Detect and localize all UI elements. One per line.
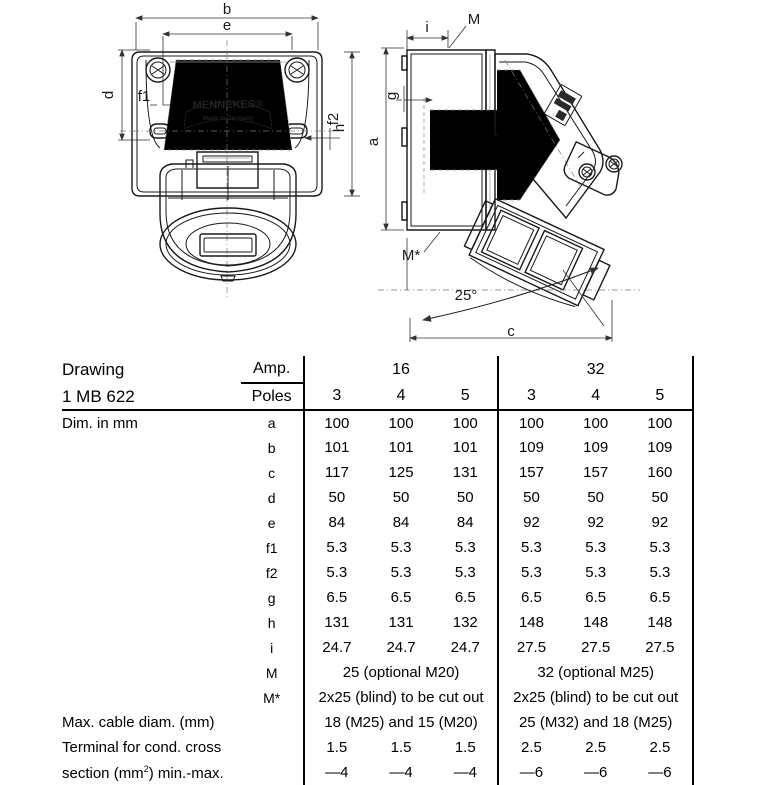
spacer-cell	[62, 435, 241, 460]
cell-term2-32-3: —6	[498, 760, 563, 785]
cell-i-16-5: 24.7	[450, 639, 480, 656]
table-row-d	[62, 485, 693, 510]
poles-32-3: 3	[498, 383, 563, 410]
terminal-label-line1: Terminal for cond. cross	[62, 739, 222, 756]
spacer-cell	[62, 510, 241, 535]
cell-h-16-5: 132	[452, 614, 478, 631]
cell-a-16-4: 100	[388, 414, 414, 432]
cell-b-32-4: 109	[583, 439, 609, 456]
cell-c-16-3: 117	[304, 460, 369, 485]
cell-f2-32-4: 5.3	[585, 564, 607, 581]
table-row-a	[62, 410, 693, 435]
cell-f1-32-4: 5.3	[585, 539, 607, 556]
table-row-f2	[62, 560, 693, 585]
cell-M-star-32: 2x25 (blind) to be cut out	[498, 685, 693, 710]
spacer-cell	[241, 710, 304, 735]
table-row-terminal-1	[62, 735, 693, 760]
cell-a-16-3: 100	[304, 410, 369, 435]
spacer-cell	[62, 560, 241, 585]
cell-f1-16-5: 5.3	[454, 539, 476, 556]
spacer-cell	[62, 535, 241, 560]
cell-b-32-5: 109	[628, 435, 693, 460]
cell-g-32-5: 6.5	[628, 585, 693, 610]
terminal-label-post: ) min.-max.	[148, 764, 224, 782]
cell-e-32-5: 92	[628, 510, 693, 535]
cell-term1-32-5: 2.5	[628, 735, 693, 760]
cell-a-32-4: 100	[583, 414, 609, 432]
cell-term2-16-5: —4	[453, 764, 477, 781]
cell-term1-32-3: 2.5	[498, 735, 563, 760]
cell-d-32-5: 50	[628, 485, 693, 510]
angle-label-25-degrees: 25°	[454, 287, 478, 304]
cell-f1-32-5: 5.3	[628, 535, 693, 560]
drawings-svg	[0, 0, 762, 348]
terminal-label-line2	[62, 760, 241, 785]
table-header-poles-row	[62, 383, 693, 410]
spacer-cell	[62, 610, 241, 635]
cell-i-16-3: 24.7	[304, 635, 369, 660]
cell-e-16-4: 84	[392, 514, 410, 531]
row-symbol-f1: f1	[265, 539, 278, 556]
row-symbol-d: d	[267, 489, 276, 506]
cell-term2-32-4: —6	[583, 764, 608, 781]
dim-in-mm-label: Dim. in mm	[62, 414, 138, 432]
row-symbol-g: g	[267, 589, 276, 606]
cell-h-32-4: 148	[583, 614, 609, 631]
table-row-terminal-2	[62, 760, 693, 785]
row-symbol-f2: f2	[265, 564, 278, 581]
poles-32-4: 4	[564, 383, 628, 410]
row-symbol-M: M	[265, 664, 278, 681]
cell-h-32-3: 148	[498, 610, 563, 635]
cell-b-16-3: 101	[304, 435, 369, 460]
cell-h-16-4: 131	[388, 614, 414, 631]
cell-c-32-3: 157	[498, 460, 563, 485]
table-row-e	[62, 510, 693, 535]
amp-group-32: 32	[498, 356, 693, 383]
left-view-drawing	[118, 18, 340, 300]
cell-e-16-5: 84	[456, 514, 474, 531]
cell-a-32-5: 100	[628, 410, 693, 435]
cell-f1-16-4: 5.3	[390, 539, 412, 556]
cell-cable-32: 25 (M32) and 18 (M25)	[498, 710, 693, 735]
row-symbol-c: c	[268, 464, 276, 481]
row-symbol-e: e	[267, 514, 276, 531]
cell-i-16-4: 24.7	[386, 639, 416, 656]
cell-i-32-5: 27.5	[628, 635, 693, 660]
cell-f1-32-3: 5.3	[498, 535, 563, 560]
row-symbol-h: h	[267, 614, 276, 631]
cell-g-16-5: 6.5	[454, 589, 476, 606]
cell-i-32-3: 27.5	[498, 635, 563, 660]
drawing-title-line2: 1 MB 622	[62, 383, 241, 410]
table-row-max-cable-diam	[62, 710, 693, 735]
cell-f2-32-3: 5.3	[498, 560, 563, 585]
technical-drawings	[0, 0, 762, 348]
cell-c-32-4: 157	[583, 464, 609, 481]
dim-label-d: d	[100, 90, 117, 100]
svg-text:Made in Germany: Made in Germany	[202, 116, 254, 122]
cell-d-16-5: 50	[456, 489, 474, 506]
svg-text:MENNEKES®: MENNEKES®	[192, 98, 264, 112]
spacer-cell	[62, 685, 241, 710]
cell-b-16-4: 101	[388, 439, 414, 456]
cell-term1-16-5: 1.5	[454, 739, 476, 756]
cell-d-32-3: 50	[498, 485, 563, 510]
dim-label-h: h	[331, 123, 348, 133]
cell-f2-32-5: 5.3	[628, 560, 693, 585]
table-row-c	[62, 460, 693, 485]
amp-group-16: 16	[304, 356, 499, 383]
row-symbol-b: b	[267, 439, 276, 456]
right-view-drawing	[344, 26, 640, 342]
dim-label-f2: f2	[325, 112, 342, 126]
cell-g-32-4: 6.5	[585, 589, 607, 606]
amp-label: Amp.	[241, 356, 304, 383]
spacer-cell	[62, 460, 241, 485]
cell-a-16-5: 100	[452, 414, 478, 432]
cell-d-16-4: 50	[392, 489, 410, 506]
row-symbol-i: i	[270, 639, 274, 656]
cell-e-32-4: 92	[587, 514, 604, 531]
cell-i-32-4: 27.5	[581, 639, 611, 656]
poles-32-5: 5	[628, 383, 693, 410]
spacer-cell	[62, 660, 241, 685]
dim-label-c: c	[507, 323, 515, 340]
spacer-cell	[241, 760, 304, 785]
cell-a-32-3: 100	[498, 410, 563, 435]
cell-M-16: 25 (optional M20)	[304, 660, 499, 685]
terminal-label-pre: section (mm	[62, 764, 144, 782]
table-row-M	[62, 660, 693, 685]
dim-label-b: b	[222, 1, 232, 18]
specification-table	[62, 356, 694, 785]
spacer-cell	[62, 585, 241, 610]
cell-g-32-3: 6.5	[498, 585, 563, 610]
table-row-f1	[62, 535, 693, 560]
cell-c-32-5: 160	[628, 460, 693, 485]
cell-M-32: 32 (optional M25)	[498, 660, 693, 685]
cell-d-16-3: 50	[304, 485, 369, 510]
dim-label-a: a	[365, 137, 382, 147]
max-cable-diam-label: Max. cable diam. (mm)	[62, 714, 215, 731]
cell-term2-16-4: —4	[389, 764, 413, 781]
row-symbol-a: a	[267, 415, 276, 431]
spacer-cell	[241, 735, 304, 760]
cell-b-32-3: 109	[498, 435, 563, 460]
table-row-g	[62, 585, 693, 610]
cell-g-16-4: 6.5	[390, 589, 412, 606]
spacer-cell	[62, 635, 241, 660]
cell-f2-16-3: 5.3	[304, 560, 369, 585]
cell-cable-16: 18 (M25) and 15 (M20)	[304, 710, 499, 735]
cell-d-32-4: 50	[587, 489, 604, 506]
row-symbol-M-star: M*	[263, 689, 281, 706]
cell-g-16-3: 6.5	[304, 585, 369, 610]
table-row-b	[62, 435, 693, 460]
cell-e-32-3: 92	[498, 510, 563, 535]
dim-label-M: M	[467, 11, 481, 28]
spacer-cell	[62, 485, 241, 510]
dim-label-f1: f1	[137, 88, 151, 105]
specification-table-wrapper	[62, 356, 694, 785]
cell-term1-16-4: 1.5	[390, 739, 412, 756]
table-header-amp-row	[62, 356, 693, 383]
cell-term1-32-4: 2.5	[585, 739, 607, 756]
cell-term2-16-3: —4	[304, 760, 369, 785]
table-row-i	[62, 635, 693, 660]
cell-f2-16-5: 5.3	[454, 564, 476, 581]
dim-label-e: e	[222, 17, 232, 34]
cell-M-star-16: 2x25 (blind) to be cut out	[304, 685, 499, 710]
cell-c-16-5: 131	[452, 464, 478, 481]
cell-f1-16-3: 5.3	[304, 535, 369, 560]
cell-c-16-4: 125	[388, 464, 414, 481]
cell-term1-16-3: 1.5	[304, 735, 369, 760]
cell-e-16-3: 84	[304, 510, 369, 535]
cell-h-32-5: 148	[628, 610, 693, 635]
terminal-label-superscript: 2	[143, 763, 149, 774]
dim-label-g: g	[383, 91, 400, 101]
table-row-M-star	[62, 685, 693, 710]
poles-16-5: 5	[433, 383, 498, 410]
dim-label-M-star: M*	[401, 247, 421, 264]
poles-16-4: 4	[369, 383, 433, 410]
table-row-h	[62, 610, 693, 635]
cell-h-16-3: 131	[304, 610, 369, 635]
poles-label: Poles	[241, 383, 304, 410]
poles-16-3: 3	[304, 383, 369, 410]
dim-label-i: i	[425, 19, 429, 36]
cell-term2-32-5: —6	[628, 760, 693, 785]
drawing-title-line1: Drawing	[62, 360, 125, 379]
cell-f2-16-4: 5.3	[390, 564, 412, 581]
cell-b-16-5: 101	[452, 439, 478, 456]
